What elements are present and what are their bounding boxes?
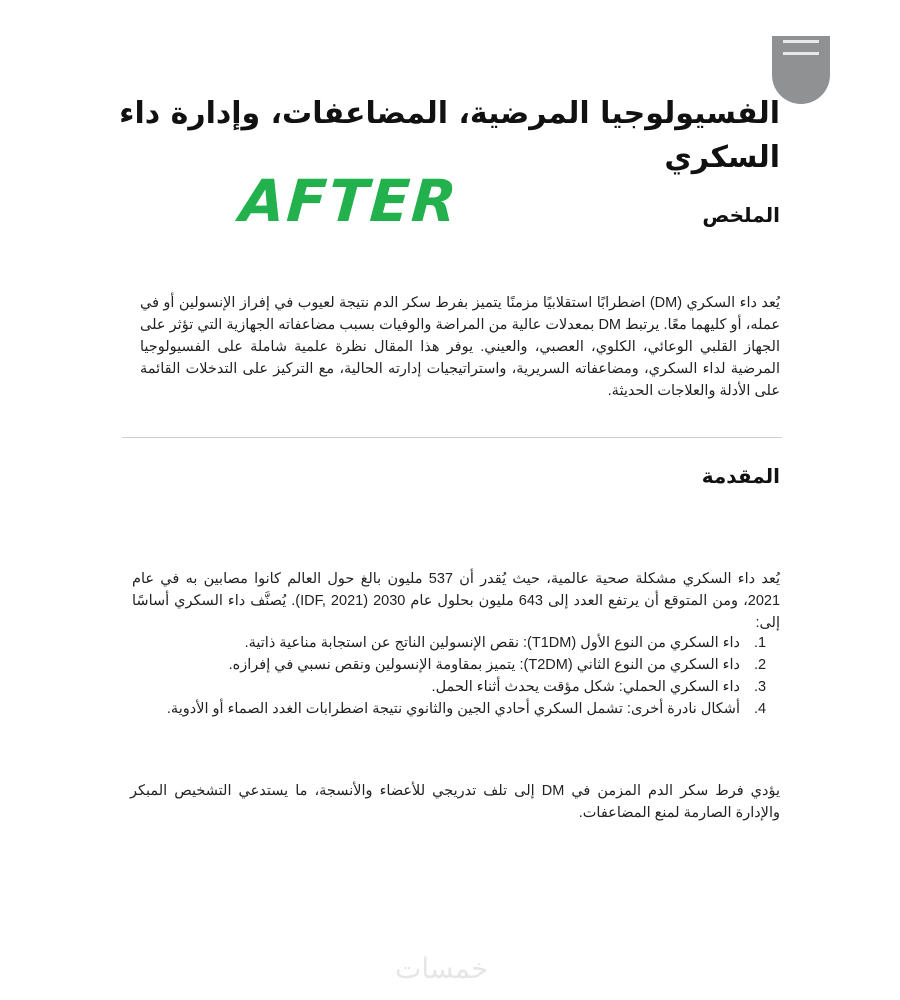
introduction-heading: المقدمة [701,464,780,488]
document-title: الفسيولوجيا المرضية، المضاعفات، وإدارة داء السكري [119,96,780,175]
introduction-paragraph: يُعد داء السكري مشكلة صحية عالمية، حيث يُقدر أن 537 مليون بالغ حول العالم كانوا مصابين به في عام 2021، ومن المتوقع أن يرتفع العدد إلى 643 مليون بحلول عام 2030 (IDF, 2021). يُصنَّف داء السكري أساسًا إلى: [132,571,781,631]
list-item-text: داء السكري من النوع الثاني (T2DM): يتميز بمقاومة الإنسولين ونقص نسبي في إفرازه. [228,657,740,673]
list-item-number: 1. [753,635,767,651]
list-item [140,632,780,654]
closing-paragraph: يؤدي فرط سكر الدم المزمن في DM إلى تلف تدريجي للأعضاء والأنسجة، ما يستدعي التشخيص المبكر والإدارة الصارمة لمنع المضاعفات. [130,783,780,821]
abstract-paragraph: يُعد داء السكري (DM) اضطرابًا استقلابيًا مزمنًا يتميز بفرط سكر الدم نتيجة لعيوب في إفراز الإنسولين أو في عمله، أو كليهما معًا. يرتبط DM بمعدلات عالية من المراضة والوفيات بسبب مضاعفاته الجهازية التي تؤثر على الجهاز القلبي الوعائي، الكلوي، العصبي، والعيني. يوفر هذا المقال نظرة علمية شاملة على الفسيولوجيا المرضية لداء السكري، ومضاعفاته السريرية، واستراتيجيات إدارته الحالية، مع التركيز على التدخلات القائمة على الأدلة والعلاجات الحديثة. [140,295,781,399]
list-item [140,698,780,720]
list-item-number: 3. [753,679,767,695]
list-item [140,676,780,698]
after-stamp: AFTER [237,167,461,235]
ribbon-stripe [783,52,819,55]
list-item-number: 2. [753,657,767,673]
list-item-number: 4. [753,701,767,717]
ribbon-stripe [783,40,819,43]
list-item-text: داء السكري من النوع الأول (T1DM): نقص الإنسولين الناتج عن استجابة مناعية ذاتية. [244,635,740,651]
abstract-heading: الملخص [702,203,780,227]
diabetes-types-list [140,632,780,720]
list-item [140,654,780,676]
section-divider [122,437,782,438]
bookmark-ribbon-icon [772,36,830,104]
list-item-text: أشكال نادرة أخرى: تشمل السكري أحادي الجين والثانوي نتيجة اضطرابات الغدد الصماء أو الأدوية. [166,701,740,717]
list-item-text: داء السكري الحملي: شكل مؤقت يحدث أثناء الحمل. [431,679,740,695]
site-watermark: خمسات [395,952,489,985]
